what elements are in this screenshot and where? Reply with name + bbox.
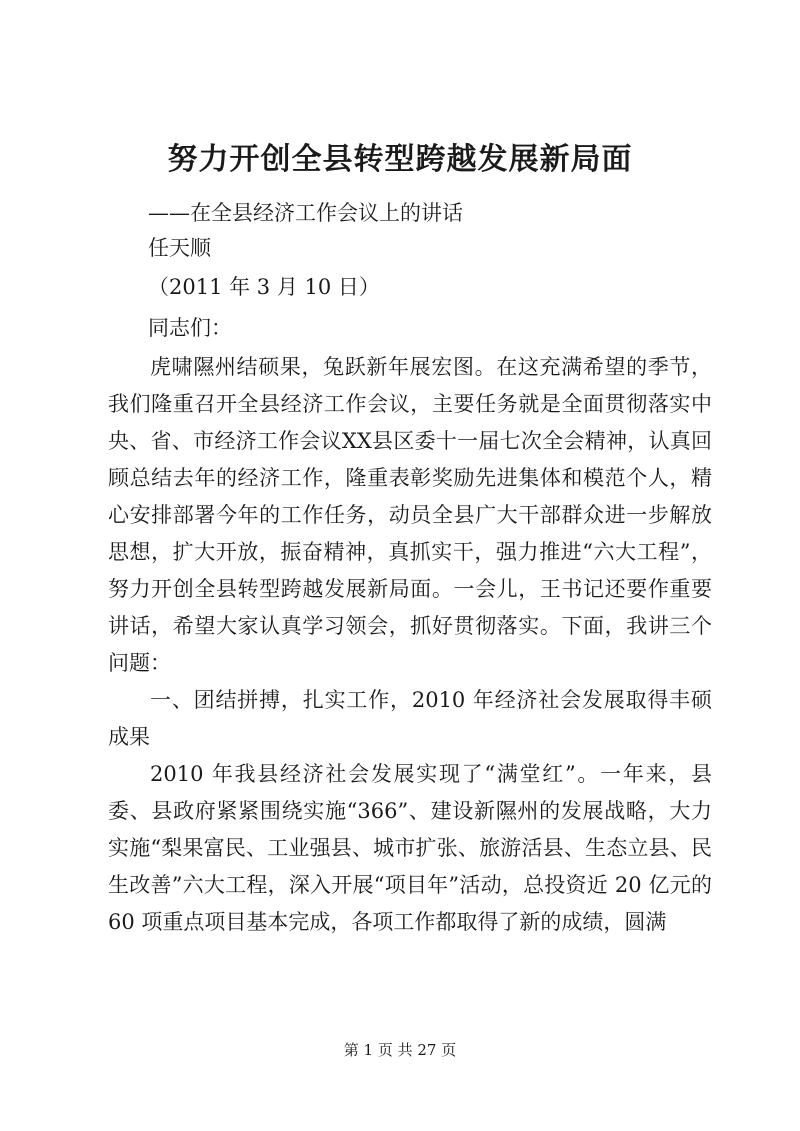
body-paragraph: 虎啸隰州结硕果，兔跃新年展宏图。在这充满希望的季节，我们隆重召开全县经济工作会议，主要任务就是全面贯彻落实中央、省、市经济工作会议XX县区委十一届七次全会精神，认真回顾总结去年的经济工作，隆重表彰奖励先进集体和模范个人，精心安排部署今年的工作任务，动员全县广大干部群众进一步解放思想，扩大开放，振奋精神，真抓实干，强力推进“六大工程”，努力开创全县转型跨越发展新局面。一会儿，王书记还要作重要讲话，希望大家认真学习领会，抓好贯彻落实。下面，我讲三个问题： xyxy=(108,355,712,675)
document-subtitle: ——在全县经济工作会议上的讲话 xyxy=(148,201,463,225)
salutation: 同志们： xyxy=(148,316,232,340)
document-body xyxy=(108,349,712,941)
section-heading: 一、团结拼搏，扎实工作，2010 年经济社会发展取得丰硕成果 xyxy=(108,688,712,749)
body-paragraph: 2010 年我县经济社会发展实现了“满堂红”。一年来，县委、县政府紧紧围绕实施“366”、建设新隰州的发展战略，大力实施“梨果富民、工业强县、城市扩张、旅游活县、生态立县、民生改善”六大工程，深入开展“项目年”活动，总投资近 20 亿元的 60 项重点项目基本完成，各项工作都取得了新的成绩，圆满 xyxy=(108,762,712,934)
document-title: 努力开创全县转型跨越发展新局面 xyxy=(167,142,633,177)
page-footer: 第 1 页 共 27 页 xyxy=(343,1041,457,1059)
author-name: 任天顺 xyxy=(148,236,211,260)
speech-date: （2011 年 3 月 10 日） xyxy=(148,275,380,299)
